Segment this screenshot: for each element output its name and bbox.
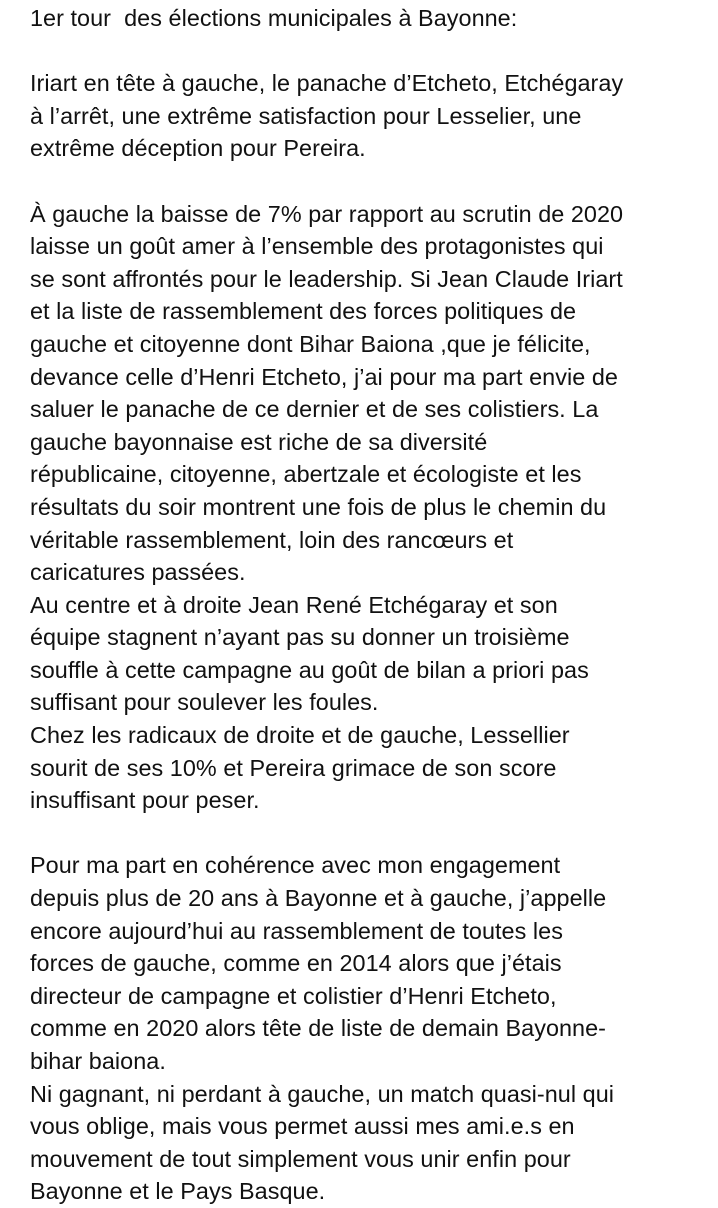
text-line: équipe stagnent n’ayant pas su donner un troisième [30, 624, 570, 651]
text-line: gauche et citoyenne dont Bihar Baiona ,que je félicite, [30, 330, 591, 357]
text-line: bihar baiona. [30, 1048, 166, 1074]
text-line: caricatures passées. [30, 559, 246, 586]
paragraph-conclusion [30, 849, 716, 1208]
text-line: sourit de ses 10% et Pereira grimace de son score [30, 754, 557, 781]
note-body [30, 0, 716, 1205]
text-line: Bayonne et le Pays Basque. [30, 1178, 326, 1205]
text-line: vous oblige, mais vous permet aussi mes ami.e.s en [30, 1113, 575, 1140]
blank-line [30, 35, 716, 68]
text-line: À gauche la baisse de 7% par rapport au scrutin de 2020 [30, 200, 624, 227]
text-line: encore aujourd’hui au rassemblement de toutes les [30, 917, 563, 944]
text-line: souffle à cette campagne au goût de bilan a priori pas [30, 656, 589, 683]
text-line: depuis plus de 20 ans à Bayonne et à gauche, j’appelle [30, 885, 607, 912]
text-line: à l’arrêt, une extrême satisfaction pour Lesselier, une [30, 102, 582, 129]
blank-line [30, 165, 716, 198]
text-line: gauche bayonnaise est riche de sa diversité [30, 428, 488, 455]
text-line: résultats du soir montrent une fois de plus le chemin du [30, 493, 607, 520]
text-line: forces de gauche, comme en 2014 alors que j’étais [30, 950, 562, 977]
text-line: insuffisant pour peser. [30, 787, 260, 814]
paragraph-analysis [30, 198, 716, 817]
paragraph-summary [30, 67, 716, 165]
text-line: laisse un goût amer à l’ensemble des protagonistes qui [30, 233, 604, 260]
text-line: Pour ma part en cohérence avec mon engagement [30, 852, 561, 879]
paragraph-title [30, 2, 716, 35]
text-line: devance celle d’Henri Etcheto, j’ai pour ma part envie de [30, 363, 618, 390]
text-line: saluer le panache de ce dernier et de ses colistiers. La [30, 396, 599, 423]
text-line: comme en 2020 alors tête de liste de demain Bayonne- [30, 1015, 607, 1042]
text-line: Ni gagnant, ni perdant à gauche, un match quasi-nul qui [30, 1080, 615, 1107]
text-line: directeur de campagne et colistier d’Henri Etcheto, [30, 982, 557, 1009]
text-line: républicaine, citoyenne, abertzale et écologiste et les [30, 461, 582, 488]
text-line: et la liste de rassemblement des forces politiques de [30, 298, 577, 325]
text-line: Iriart en tête à gauche, le panache d’Etcheto, Etchégaray [30, 70, 624, 97]
blank-line [30, 817, 716, 850]
text-line: mouvement de tout simplement vous unir enfin pour [30, 1145, 571, 1172]
text-line: suffisant pour soulever les foules. [30, 689, 379, 716]
text-line: se sont affrontés pour le leadership. Si Jean Claude Iriart [30, 265, 623, 292]
text-line: véritable rassemblement, loin des rancœurs et [30, 526, 514, 553]
text-line: extrême déception pour Pereira. [30, 135, 366, 162]
text-line: Chez les radicaux de droite et de gauche, Lessellier [30, 722, 570, 749]
text-line: Au centre et à droite Jean René Etchégaray et son [30, 591, 558, 618]
text-line: 1er tour des élections municipales à Bayonne: [30, 5, 518, 31]
